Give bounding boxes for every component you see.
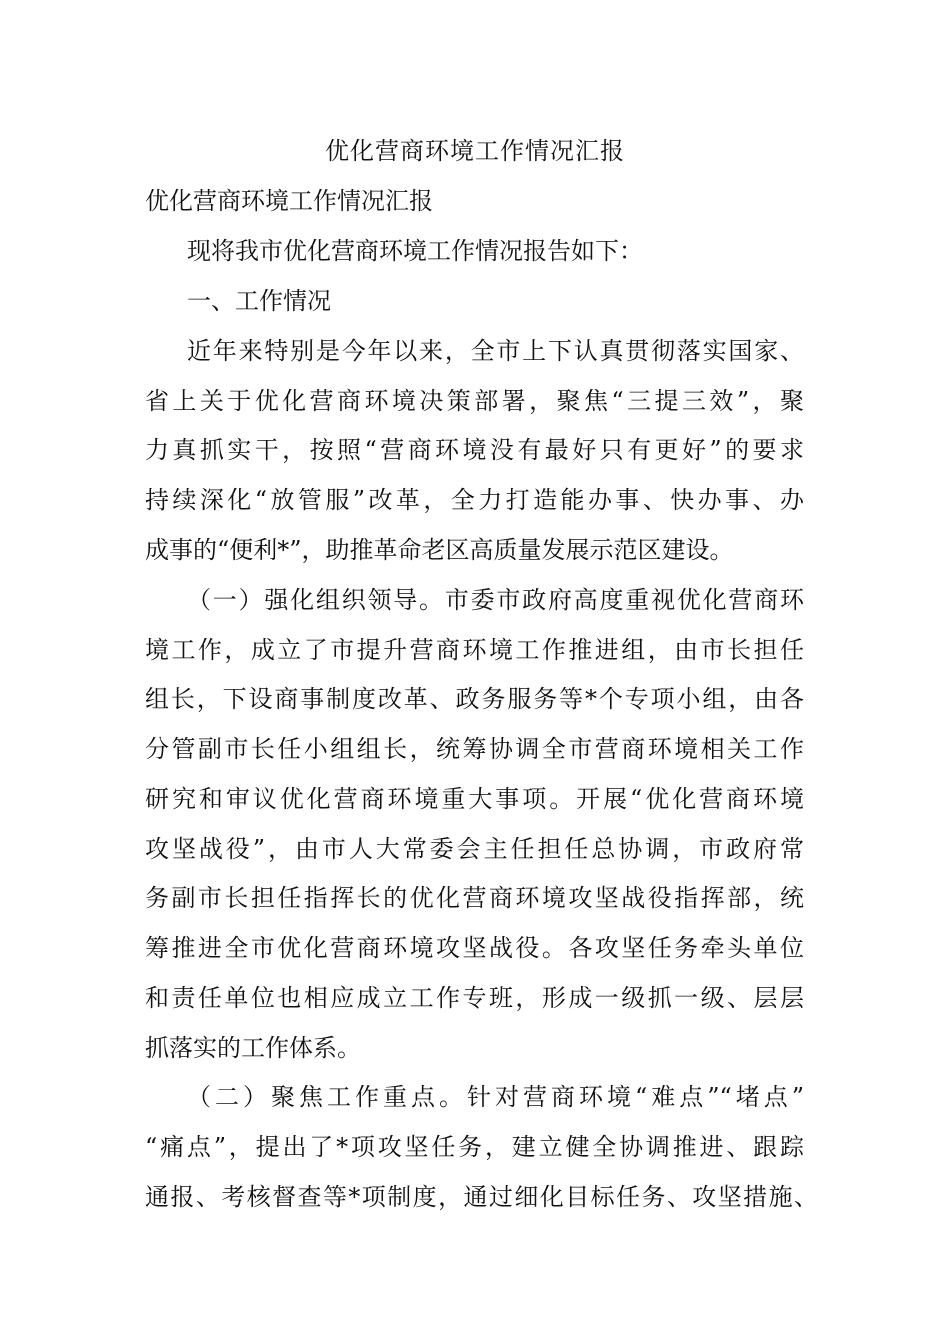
paragraph-line: 成事的“便利*”，助推革命老区高质量发展示范区建设。 xyxy=(145,536,734,564)
paragraph-line: 和责任单位也相应成立工作专班，形成一级抓一级、层层 xyxy=(145,984,804,1012)
paragraph-line: 分管副市长任小组组长，统筹协调全市营商环境相关工作 xyxy=(145,735,804,763)
paragraph-line: 通报、考核督查等*项制度，通过细化目标任务、攻坚措施、 xyxy=(145,1183,818,1211)
paragraph-line: 筹推进全市优化营商环境攻坚战役。各攻坚任务牵头单位 xyxy=(145,934,804,962)
paragraph-line: 组长，下设商事制度改革、政务服务等*个专项小组，由各 xyxy=(145,685,804,713)
paragraph-line: 研究和审议优化营商环境重大事项。开展“优化营商环境 xyxy=(145,785,804,813)
paragraph-line: 抓落实的工作体系。 xyxy=(145,1034,361,1062)
section-heading: 一、工作情况 xyxy=(187,287,331,315)
document-subtitle: 优化营商环境工作情况汇报 xyxy=(145,187,433,215)
paragraph-line: 境工作，成立了市提升营商环境工作推进组，由市长担任 xyxy=(145,636,804,664)
paragraph-line: 省上关于优化营商环境决策部署，聚焦“三提三效”，聚 xyxy=(145,387,804,415)
paragraph-line: “痛点”，提出了*项攻坚任务，建立健全协调推进、跟踪 xyxy=(145,1133,804,1161)
document-title: 优化营商环境工作情况汇报 xyxy=(325,137,625,165)
paragraph-line: 务副市长担任指挥长的优化营商环境攻坚战役指挥部，统 xyxy=(145,884,804,912)
paragraph-line: （一）强化组织领导。市委市政府高度重视优化营商环 xyxy=(187,586,804,614)
paragraph-line: 攻坚战役”，由市人大常委会主任担任总协调，市政府常 xyxy=(145,835,804,863)
paragraph-line: （二）聚焦工作重点。针对营商环境“难点”“堵点” xyxy=(187,1083,804,1111)
paragraph-line: 力真抓实干，按照“营商环境没有最好只有更好”的要求 xyxy=(145,436,804,464)
paragraph-line: 近年来特别是今年以来，全市上下认真贯彻落实国家、 xyxy=(187,337,804,365)
intro-text: 现将我市优化营商环境工作情况报告如下： xyxy=(187,237,643,265)
paragraph-line: 持续深化“放管服”改革，全力打造能办事、快办事、办 xyxy=(145,486,804,514)
